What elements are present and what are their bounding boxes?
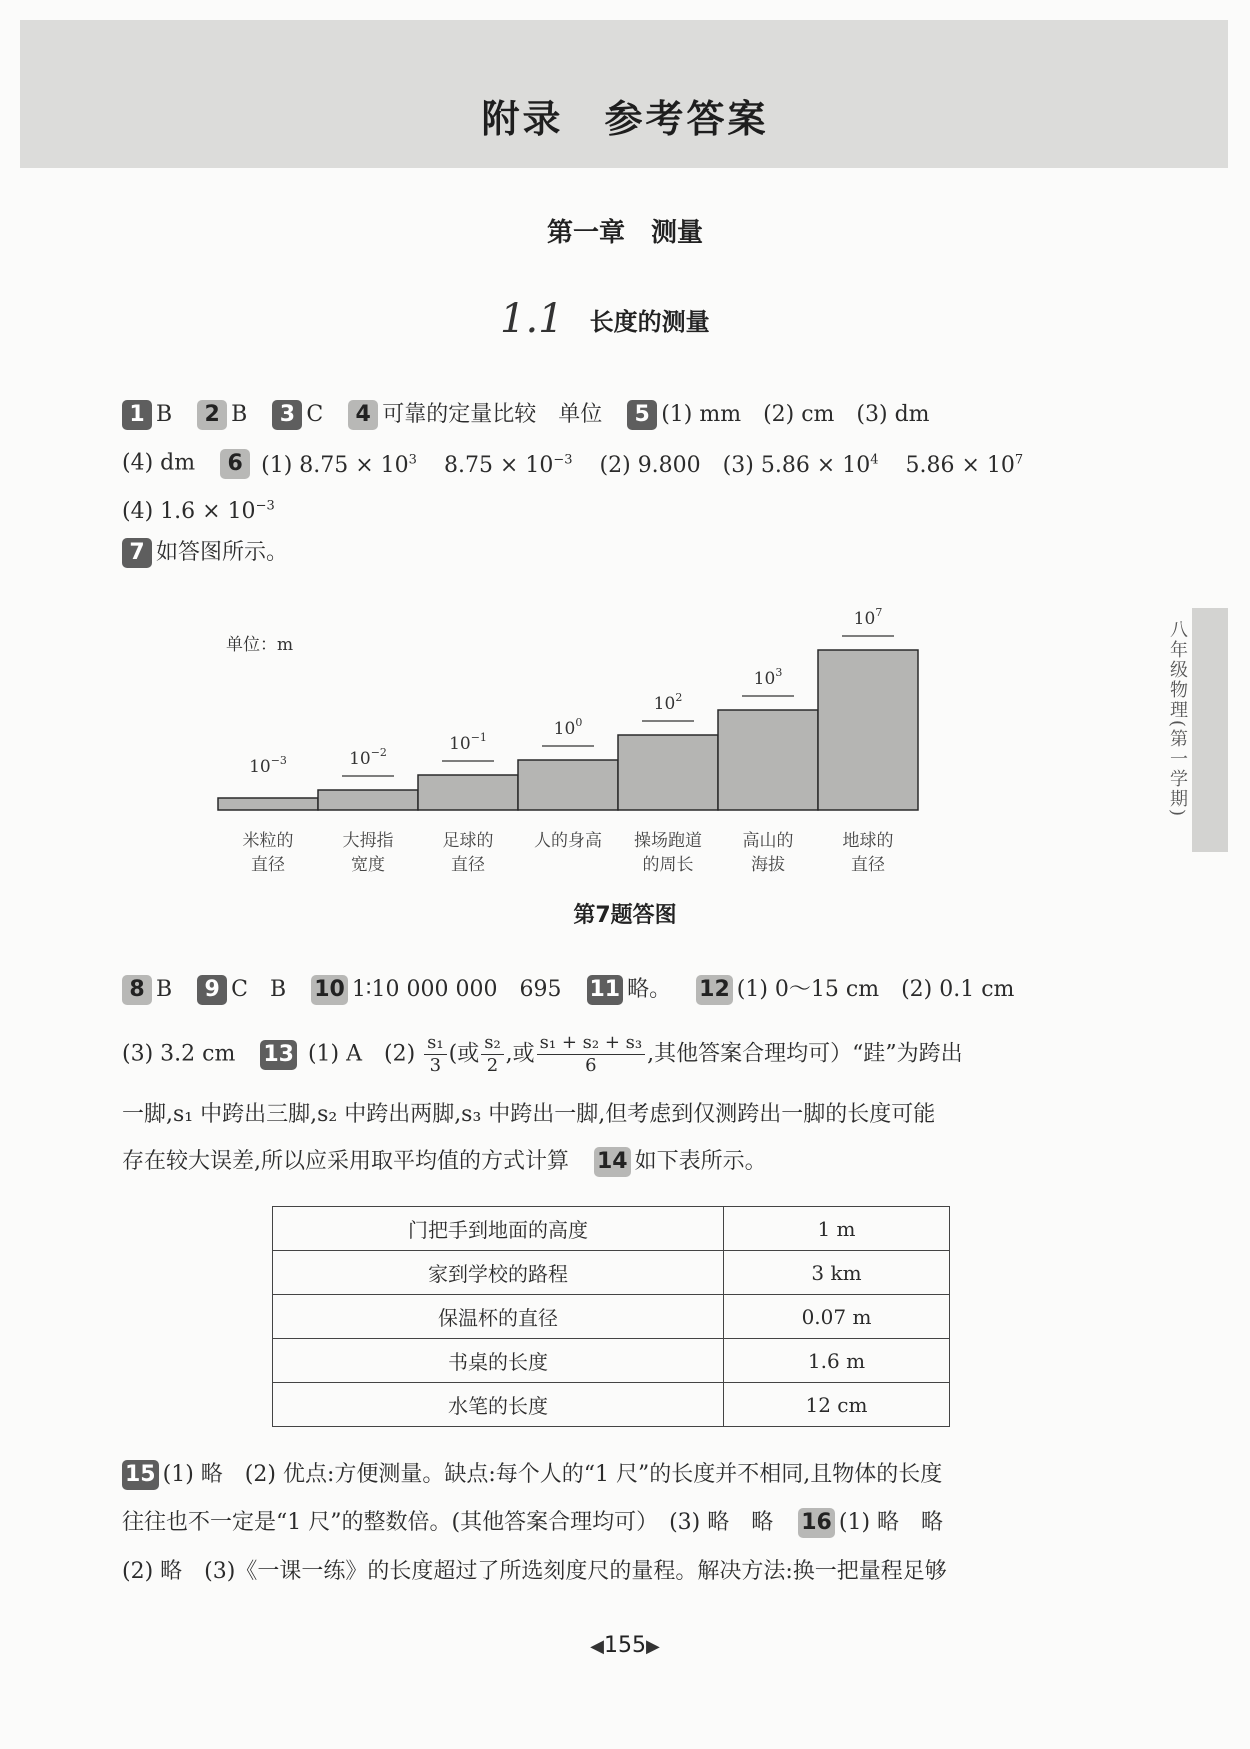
answer-9: C B [231, 977, 287, 1002]
category-label: 高山的 [742, 831, 794, 851]
table-cell-item: 门把手到地面的高度 [273, 1207, 724, 1251]
triangle-left-icon: ◀ [590, 1636, 604, 1657]
category-label: 直径 [451, 855, 485, 875]
answer-15-line2: 往往也不一定是“1 尺”的整数倍。(其他答案合理均可） (3) 略 略 [122, 1510, 774, 1535]
question-badge-1: 1 [122, 400, 152, 430]
answer-line-10 [122, 1098, 935, 1132]
bar-value-label: $10^7$ [853, 606, 883, 629]
category-label: 大拇指 [342, 831, 394, 851]
table-row [273, 1339, 950, 1383]
question-badge-14: 14 [594, 1147, 631, 1177]
category-label: 海拔 [751, 855, 785, 875]
bar-value-label: $10^{-3}$ [249, 754, 287, 777]
category-label: 人的身高 [534, 831, 602, 851]
answer-11: 略。 [627, 977, 672, 1002]
answer-12-cont: (3) 3.2 cm [122, 1041, 236, 1067]
chart-bar [518, 760, 618, 810]
table-row [273, 1383, 950, 1427]
triangle-right-icon: ▶ [646, 1636, 660, 1657]
answer-16-line2: (2) 略 (3)《一课一练》的长度超过了所选刻度尺的量程。解决方法:换一把量程足够 [122, 1559, 947, 1584]
answer-line-11 [122, 1145, 767, 1179]
chart-bar [818, 650, 918, 810]
bar-value-label: $10^2$ [653, 691, 683, 714]
question-badge-2: 2 [197, 400, 227, 430]
table-cell-item: 保温杯的直径 [273, 1295, 724, 1339]
table-cell-value: 12 cm [724, 1383, 950, 1427]
fraction-3: $\frac{\text{s₁ + s₂ + s₃}}{6}$ [537, 1032, 645, 1077]
category-label: 宽度 [351, 855, 385, 875]
answer-4: 可靠的定量比较 单位 [382, 402, 603, 427]
table-row [273, 1207, 950, 1251]
answer-13-line2: 一脚,s₁ 中跨出三脚,s₂ 中跨出两脚,s₃ 中跨出一脚,但考虑到仅测跨出一脚的长度可能 [122, 1102, 936, 1127]
category-label: 直径 [251, 855, 285, 875]
category-label: 米粒的 [242, 831, 294, 851]
category-label: 地球的 [842, 831, 894, 851]
answer-13-mid1: (或 [448, 1041, 480, 1067]
question-badge-7: 7 [122, 538, 152, 568]
answer-13-b: ,其他答案合理均可）“跬”为跨出 [647, 1041, 963, 1067]
answer-7: 如答图所示。 [156, 540, 289, 565]
question-badge-15: 15 [122, 1460, 159, 1490]
answer-14: 如下表所示。 [634, 1149, 767, 1174]
question-badge-3: 3 [272, 400, 302, 430]
answer-5-cont: (4) dm [122, 450, 196, 476]
answer-13-line3: 存在较大误差,所以应采用取平均值的方式计算 [122, 1149, 569, 1174]
answer-line-16 [122, 1506, 943, 1540]
answer-line-4 [122, 536, 288, 570]
section-name: 长度的测量 [589, 307, 710, 336]
question-badge-12: 12 [696, 975, 733, 1005]
answer-6-part4: $5.86 \times 10^7$ [905, 453, 1024, 479]
page-title: 附录 参考答案 [481, 97, 769, 141]
question-badge-13: 13 [260, 1040, 297, 1070]
question-badge-5: 5 [627, 400, 657, 430]
answer-6-part2: $8.75 \times 10^{-3}$ [443, 453, 573, 479]
answer-10: 1∶10 000 000 695 [351, 977, 562, 1002]
table-cell-item: 家到学校的路程 [273, 1251, 724, 1295]
question-badge-4: 4 [348, 400, 378, 430]
table-cell-value: 1.6 m [724, 1339, 950, 1383]
side-book-title: 八年级物理(第一学期) [1167, 620, 1188, 819]
chart-bar [318, 790, 418, 810]
side-tab [1192, 608, 1228, 852]
answer-13-mid2: ,或 [505, 1041, 535, 1067]
bar-value-label: $10^{-1}$ [449, 731, 487, 754]
category-label: 的周长 [642, 855, 694, 875]
chart-bar [718, 710, 818, 810]
answer-line-8 [122, 973, 1014, 1007]
category-label: 足球的 [442, 831, 494, 851]
question-badge-11: 11 [587, 975, 624, 1005]
category-label: 直径 [851, 855, 885, 875]
answer-line-9 [122, 1032, 963, 1077]
answer-16: (1) 略 略 [838, 1510, 944, 1535]
table-cell-item: 水笔的长度 [273, 1383, 724, 1427]
section-heading [500, 296, 710, 346]
answer-line-2 [122, 444, 1023, 483]
answer-1: B [156, 402, 173, 427]
page-number-value: 155 [604, 1633, 646, 1658]
fraction-2: $\frac{\text{s₂}}{2}$ [481, 1032, 503, 1077]
chart-bar [418, 775, 518, 810]
table-row [273, 1295, 950, 1339]
question-badge-16: 16 [798, 1508, 835, 1538]
answer-13-a: (1) A (2) [307, 1041, 416, 1067]
answer-2: B [231, 402, 248, 427]
answer-6-part1: (1) $8.75 \times 10^3$ [261, 453, 417, 479]
chart-caption: 第7题答图 [573, 903, 677, 928]
page-number [0, 1633, 1250, 1658]
chart-bar [218, 798, 318, 810]
length-scale-chart [0, 600, 1150, 900]
chapter-title: 第一章 测量 [546, 218, 703, 248]
question-badge-9: 9 [197, 975, 227, 1005]
answer-6-part5: (4) $1.6 \times 10^{-3}$ [122, 499, 275, 525]
table-cell-value: 0.07 m [724, 1295, 950, 1339]
table-cell-item: 书桌的长度 [273, 1339, 724, 1383]
answer-8: B [156, 977, 173, 1002]
answer-6-part3: (2) 9.800 (3) $5.86 \times 10^4$ [599, 453, 879, 479]
answer-5: (1) mm (2) cm (3) dm [661, 402, 930, 427]
answer-3: C [306, 402, 324, 427]
answer-15-line1: (1) 略 (2) 优点:方便测量。缺点:每个人的“1 尺”的长度并不相同,且物体的长度 [162, 1462, 943, 1487]
chart-bar [618, 735, 718, 810]
category-label: 操场跑道 [634, 831, 702, 851]
chart-unit-label: 单位：m [226, 635, 294, 655]
question-badge-6: 6 [220, 449, 250, 479]
answer-line-3 [122, 490, 275, 529]
question-badge-10: 10 [311, 975, 348, 1005]
question-badge-8: 8 [122, 975, 152, 1005]
table-cell-value: 3 km [724, 1251, 950, 1295]
bar-value-label: $10^{-2}$ [349, 746, 387, 769]
length-estimate-table [272, 1206, 950, 1427]
answer-12: (1) 0～15 cm (2) 0.1 cm [736, 977, 1015, 1002]
section-number: 1.1 [500, 296, 564, 342]
answer-line-15 [122, 1458, 942, 1492]
answer-line-1 [122, 398, 930, 432]
fraction-1: $\frac{\text{s₁}}{3}$ [424, 1032, 446, 1077]
answer-line-17 [122, 1555, 947, 1589]
table-cell-value: 1 m [724, 1207, 950, 1251]
bar-value-label: $10^3$ [753, 666, 783, 689]
bar-value-label: $10^0$ [553, 716, 583, 739]
table-row [273, 1251, 950, 1295]
